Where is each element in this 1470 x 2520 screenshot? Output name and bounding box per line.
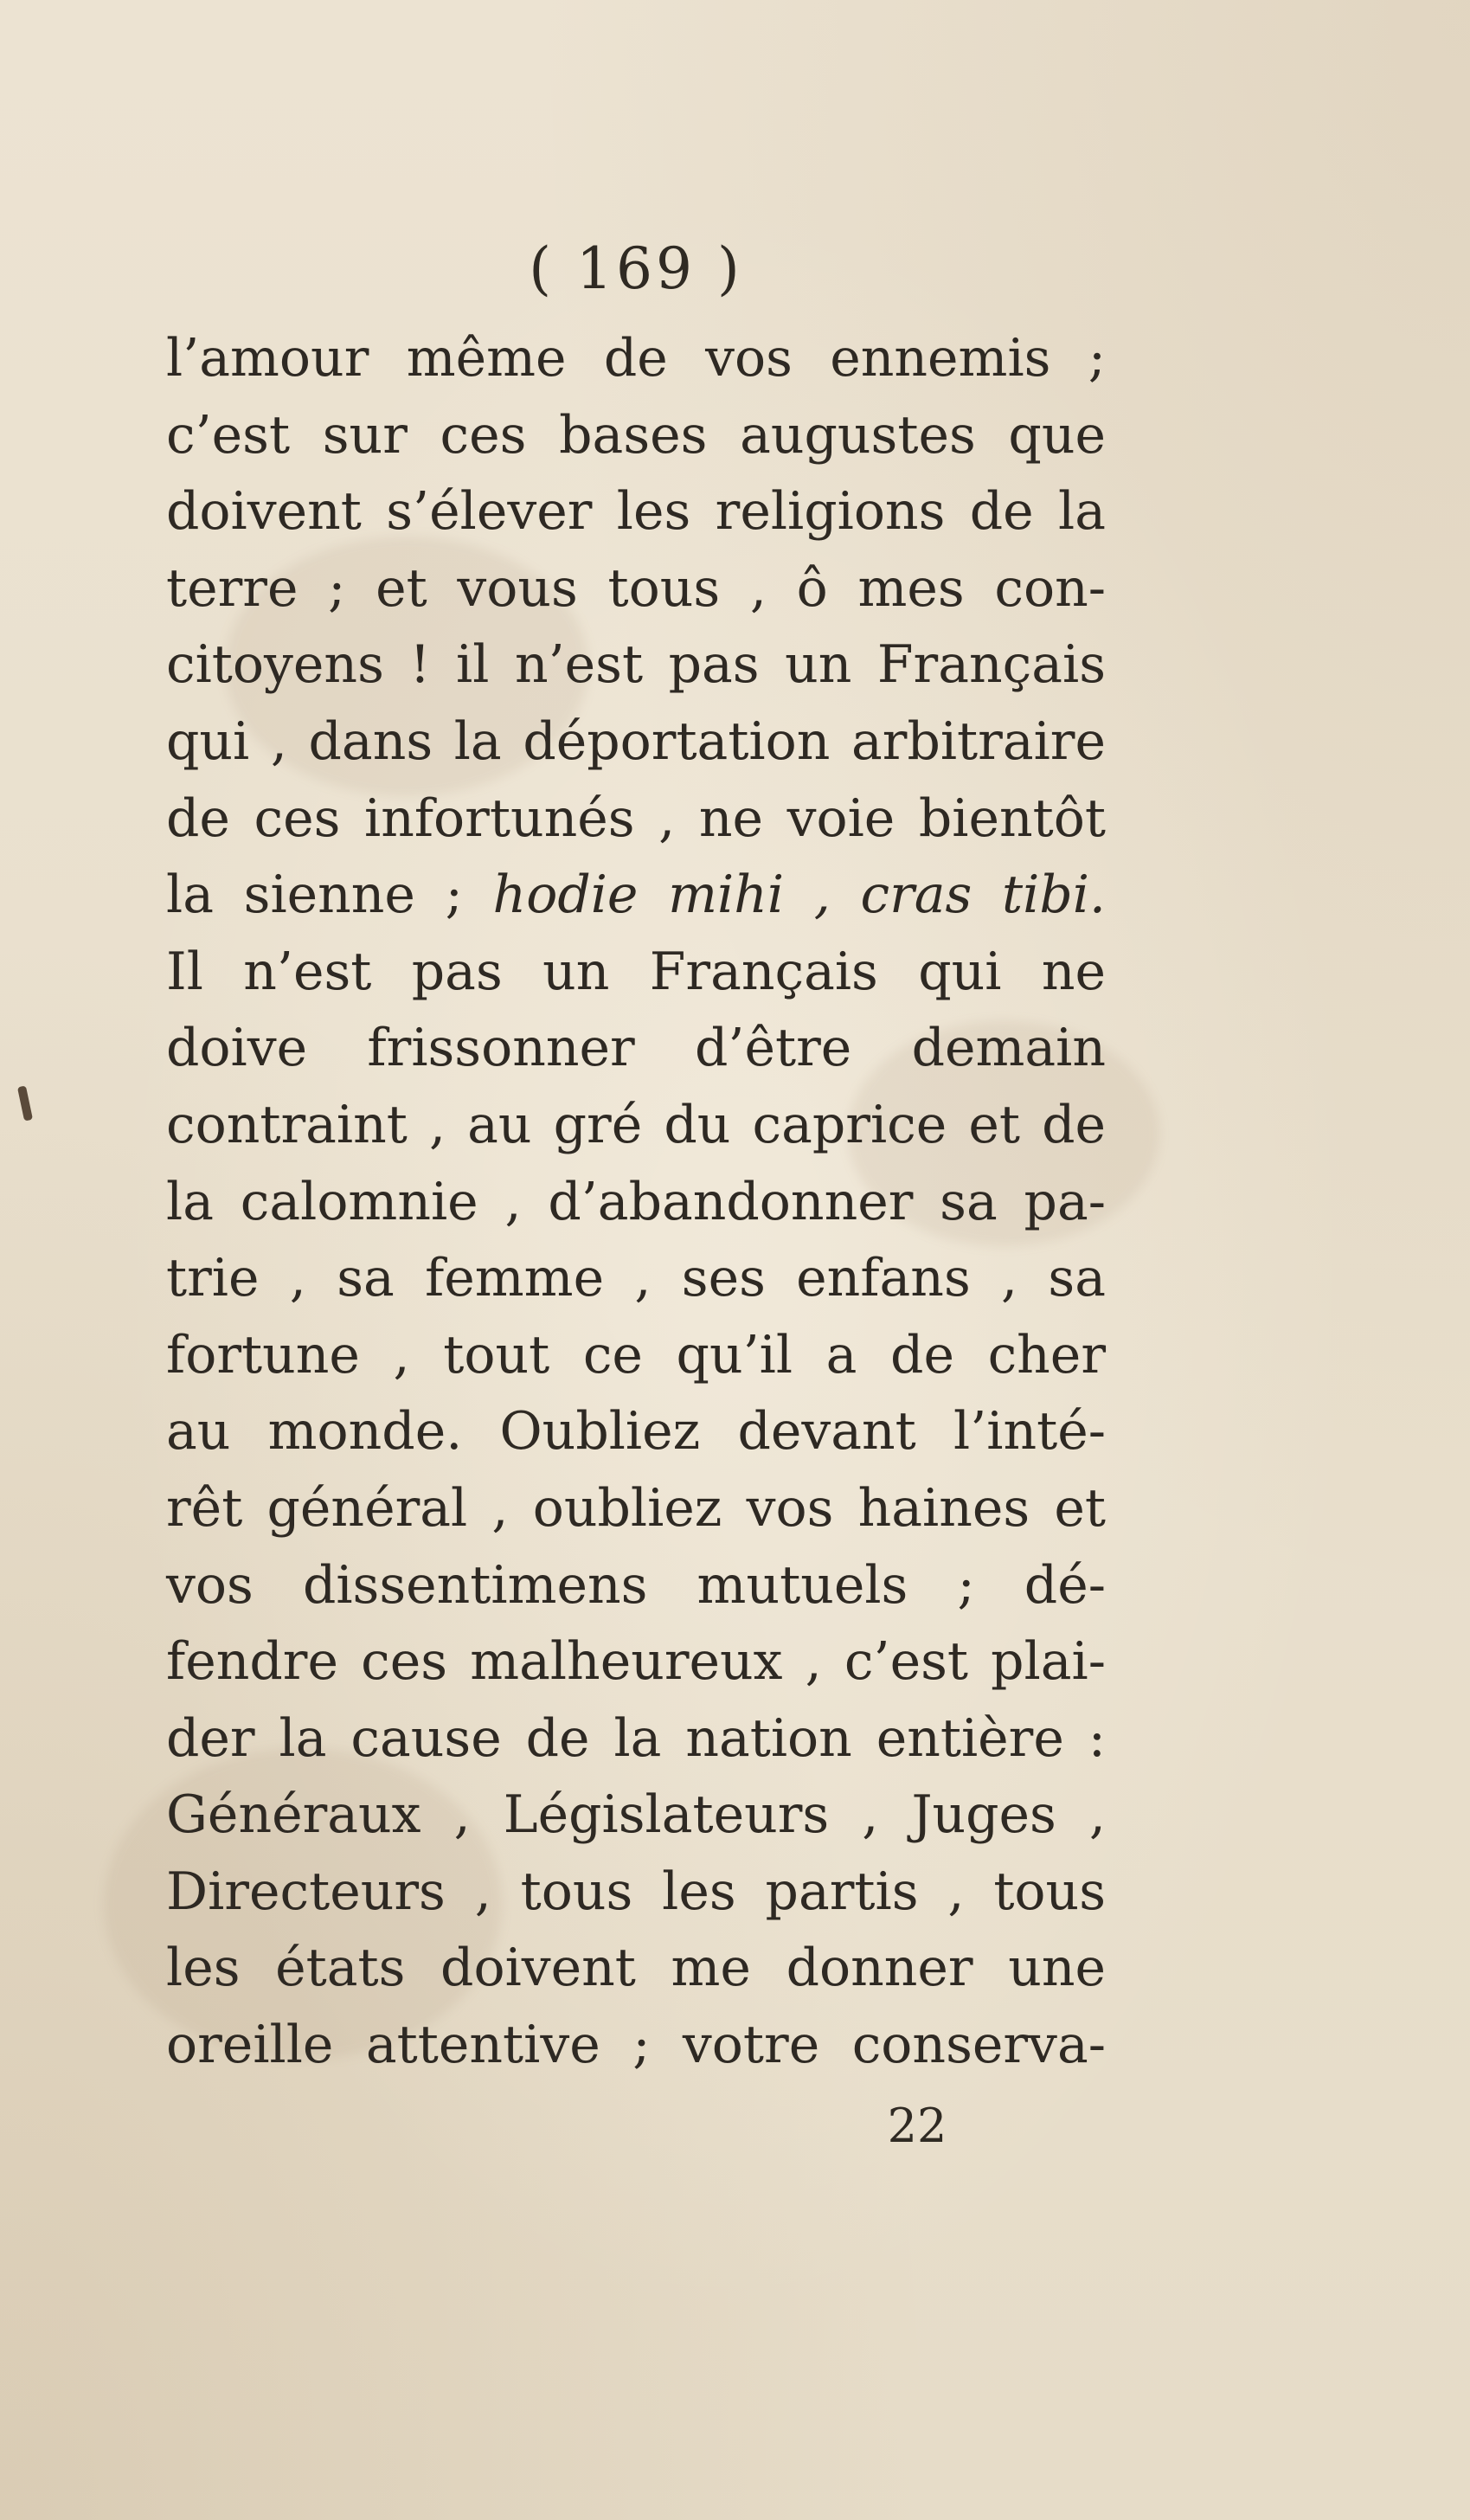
- text-line: terre ; et vous tous , ô mes con-: [166, 557, 1106, 619]
- text-segment: la sienne ;: [166, 865, 463, 926]
- text-line: qui , dans la déportation arbitraire: [166, 710, 1106, 772]
- text-line: vos dissentimens mutuels ; dé-: [166, 1554, 1106, 1616]
- text-line: contraint , au gré du caprice et de: [166, 1094, 1106, 1155]
- body-text: [166, 320, 1106, 2084]
- text-line: de ces infortunés , ne voie bientôt: [166, 788, 1106, 849]
- text-line: doivent s’élever les religions de la: [166, 481, 1106, 543]
- text-line: l’amour même de vos ennemis ;: [166, 328, 1106, 389]
- text-line: c’est sur ces bases augustes que: [166, 404, 1106, 466]
- text-line: fendre ces malheureux , c’est plai-: [166, 1631, 1106, 1693]
- text-line: Il n’est pas un Français qui ne: [166, 941, 1106, 1002]
- text-line: fortune , tout ce qu’il a de cher: [166, 1324, 1106, 1385]
- text-line: les états doivent me donner une: [166, 1938, 1106, 1999]
- italic-phrase: hodie mihi , cras tibi.: [492, 865, 1106, 926]
- text-line: doive frissonner d’être demain: [166, 1018, 1106, 1079]
- signature-mark: 22: [887, 2099, 947, 2153]
- text-line: rêt général , oubliez vos haines et: [166, 1477, 1106, 1539]
- text-line: Généraux , Législateurs , Juges ,: [166, 1784, 1106, 1846]
- text-line: oreille attentive ; votre conserva-: [166, 2015, 1106, 2076]
- page-number: ( 169 ): [529, 235, 743, 302]
- text-line: la calomnie , d’abandonner sa pa-: [166, 1171, 1106, 1232]
- text-line: citoyens ! il n’est pas un Français: [166, 634, 1106, 696]
- text-line: der la cause de la nation entière :: [166, 1707, 1106, 1769]
- margin-ink-mark: [17, 1085, 33, 1121]
- text-line-with-italic: [166, 857, 1106, 934]
- text-line: trie , sa femme , ses enfans , sa: [166, 1248, 1106, 1309]
- text-line: Directeurs , tous les partis , tous: [166, 1861, 1106, 1922]
- text-line: au monde. Oubliez devant l’inté-: [166, 1401, 1106, 1462]
